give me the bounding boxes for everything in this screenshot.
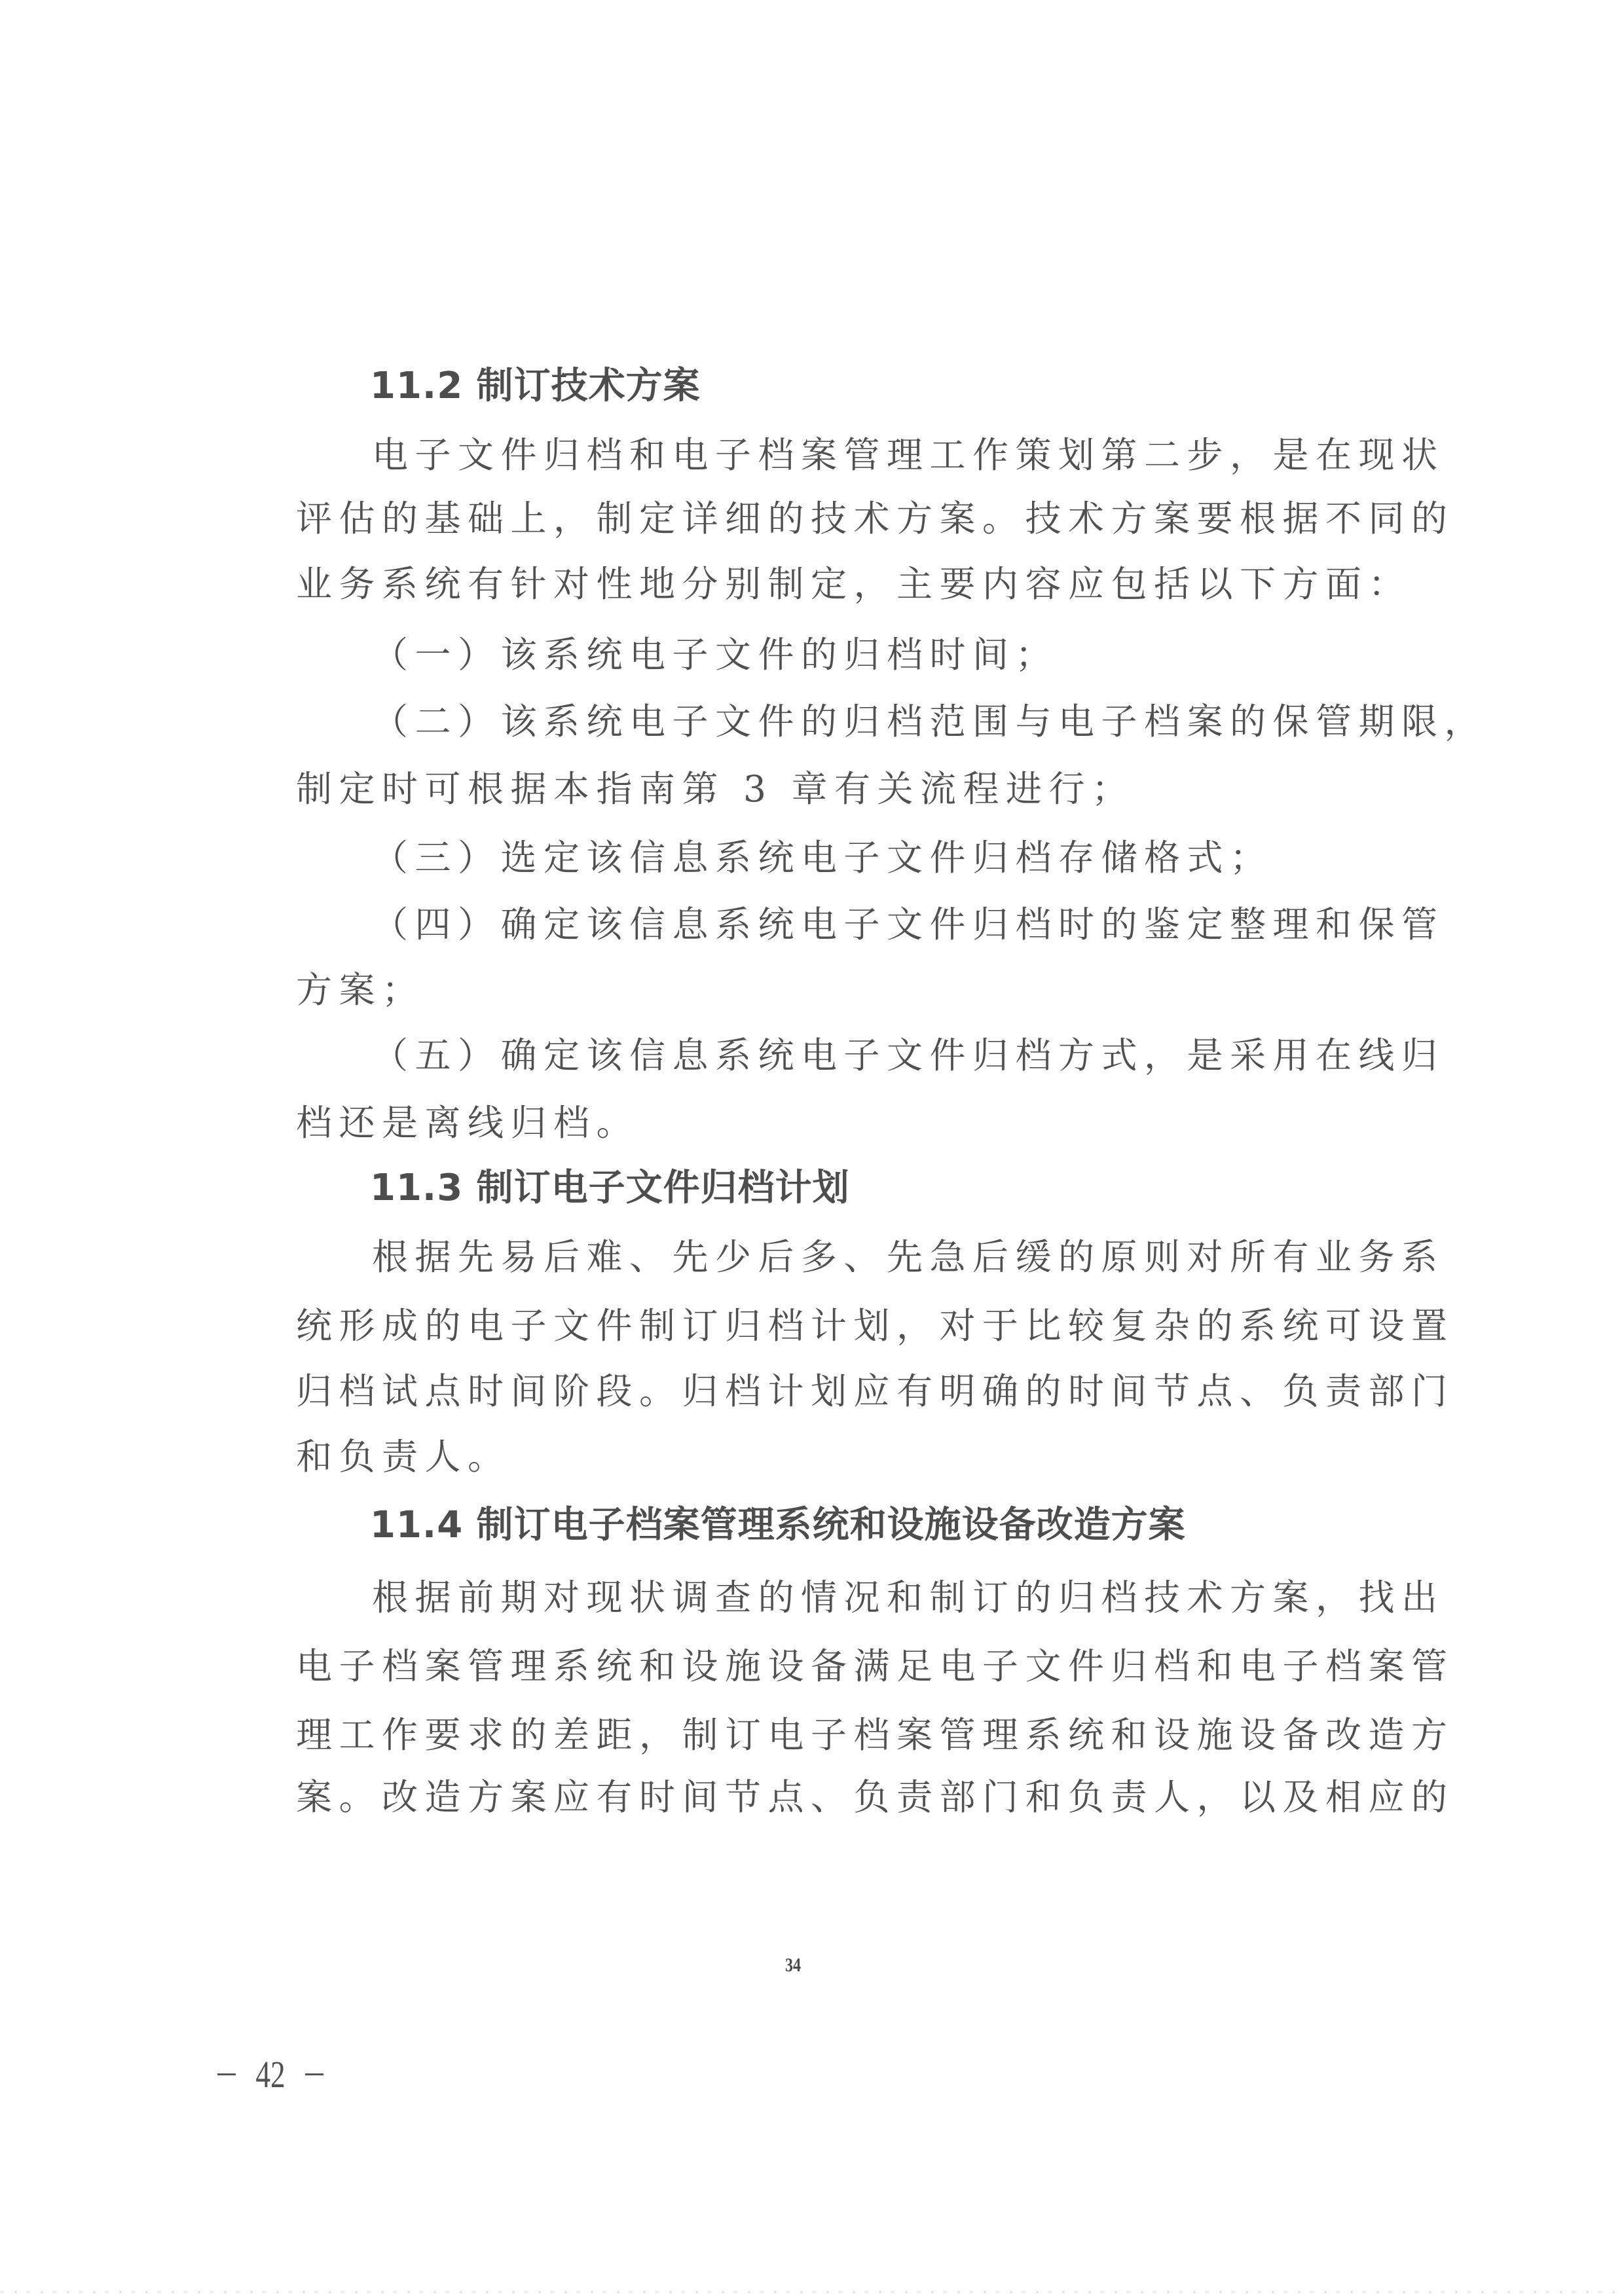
list-item-2: （二）该系统电子文件的归档范围与电子档案的保管期限， <box>372 701 1488 742</box>
paragraph-line: 统形成的电子文件制订归档计划，对于比较复杂的系统可设置 <box>296 1305 1454 1347</box>
list-item-3: （三）选定该信息系统电子文件归档存储格式； <box>372 837 1273 879</box>
page-number-right-dash <box>305 2073 323 2075</box>
section-heading-11-2: 11.2 制订技术方案 <box>370 365 701 407</box>
list-item-4: （四）确定该信息系统电子文件归档时的鉴定整理和保管 <box>372 903 1445 945</box>
list-item-5: （五）确定该信息系统电子文件归档方式，是采用在线归 <box>372 1034 1445 1076</box>
original-folio-number: 34 <box>785 1954 801 1976</box>
paragraph-line: 制定时可根据本指南第 3 章有关流程进行； <box>296 768 1135 810</box>
paragraph-line: 根据先易后难、先少后多、先急后缓的原则对所有业务系 <box>372 1236 1445 1278</box>
paragraph-line: 根据前期对现状调查的情况和制订的归档技术方案，找出 <box>372 1576 1445 1618</box>
paragraph-line: 评估的基础上，制定详细的技术方案。技术方案要根据不同的 <box>296 498 1454 539</box>
paragraph-line: 案。改造方案应有时间节点、负责部门和负责人，以及相应的 <box>296 1776 1454 1818</box>
page-number-left-dash <box>217 2073 236 2075</box>
page-number-value: 42 <box>255 2053 286 2096</box>
section-heading-11-4: 11.4 制订电子档案管理系统和设施设备改造方案 <box>370 1504 1186 1546</box>
paragraph-line: 理工作要求的差距，制订电子档案管理系统和设施设备改造方 <box>296 1714 1454 1756</box>
page-number <box>217 2052 323 2096</box>
paragraph-line: 方案； <box>296 969 425 1011</box>
paragraph-line: 归档试点时间阶段。归档计划应有明确的时间节点、负责部门 <box>296 1370 1454 1412</box>
section-heading-11-3: 11.3 制订电子文件归档计划 <box>370 1167 850 1209</box>
scan-edge-artifact <box>0 2291 1624 2293</box>
paragraph-line: 业务系统有针对性地分别制定，主要内容应包括以下方面： <box>296 563 1412 605</box>
list-item-1: （一）该系统电子文件的归档时间； <box>372 634 1059 676</box>
paragraph-line: 档还是离线归档。 <box>296 1102 640 1144</box>
paragraph-line: 电子文件归档和电子档案管理工作策划第二步，是在现状 <box>372 434 1445 476</box>
paragraph-line: 电子档案管理系统和设施设备满足电子文件归档和电子档案管 <box>296 1645 1454 1687</box>
paragraph-line: 和负责人。 <box>296 1436 511 1478</box>
